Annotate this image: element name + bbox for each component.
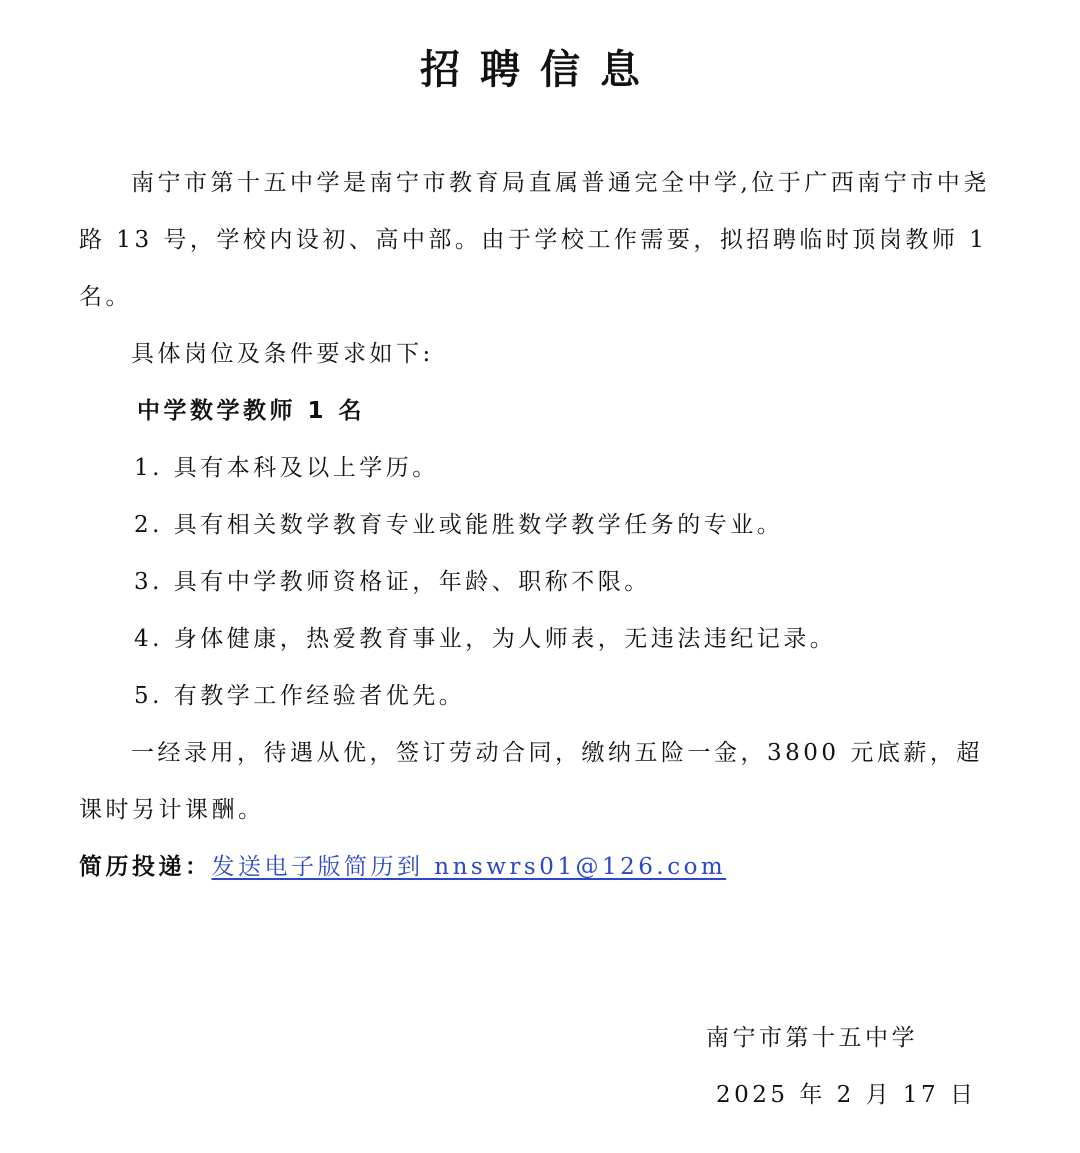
benefits-paragraph: 一经录用，待遇从优，签订劳动合同，缴纳五险一金，3800 元底薪，超课时另计课酬。 <box>79 740 983 823</box>
conditions-intro: 具体岗位及条件要求如下: <box>131 341 434 367</box>
requirement-item: 3. 具有中学教师资格证，年龄、职称不限。 <box>134 569 651 595</box>
position-title: 中学数学教师 1 名 <box>137 398 366 424</box>
signature-organization: 南宁市第十五中学 <box>706 1025 918 1051</box>
contact-line <box>79 839 1003 896</box>
contact-label: 简历投递： <box>79 854 212 880</box>
signature-date: 2025 年 2 月 17 日 <box>716 1082 977 1108</box>
email-link[interactable]: 发送电子版简历到 nnswrs01@126.com <box>211 854 727 880</box>
page-title: 招聘信息 <box>420 47 660 93</box>
requirement-item: 1. 具有本科及以上学历。 <box>134 455 439 481</box>
signature-block <box>700 1010 1000 1124</box>
requirement-item: 5. 有教学工作经验者优先。 <box>134 683 466 709</box>
notice-body <box>79 155 1003 896</box>
requirement-item: 2. 具有相关数学教育专业或能胜数学教学任务的专业。 <box>134 512 784 538</box>
requirement-item: 4. 身体健康，热爱教育事业，为人师表，无违法违纪记录。 <box>134 626 837 652</box>
intro-paragraph: 南宁市第十五中学是南宁市教育局直属普通完全中学,位于广西南宁市中尧路 13 号，学校内设初、高中部。由于学校工作需要，拟招聘临时顶岗教师 1 名。 <box>79 170 990 310</box>
